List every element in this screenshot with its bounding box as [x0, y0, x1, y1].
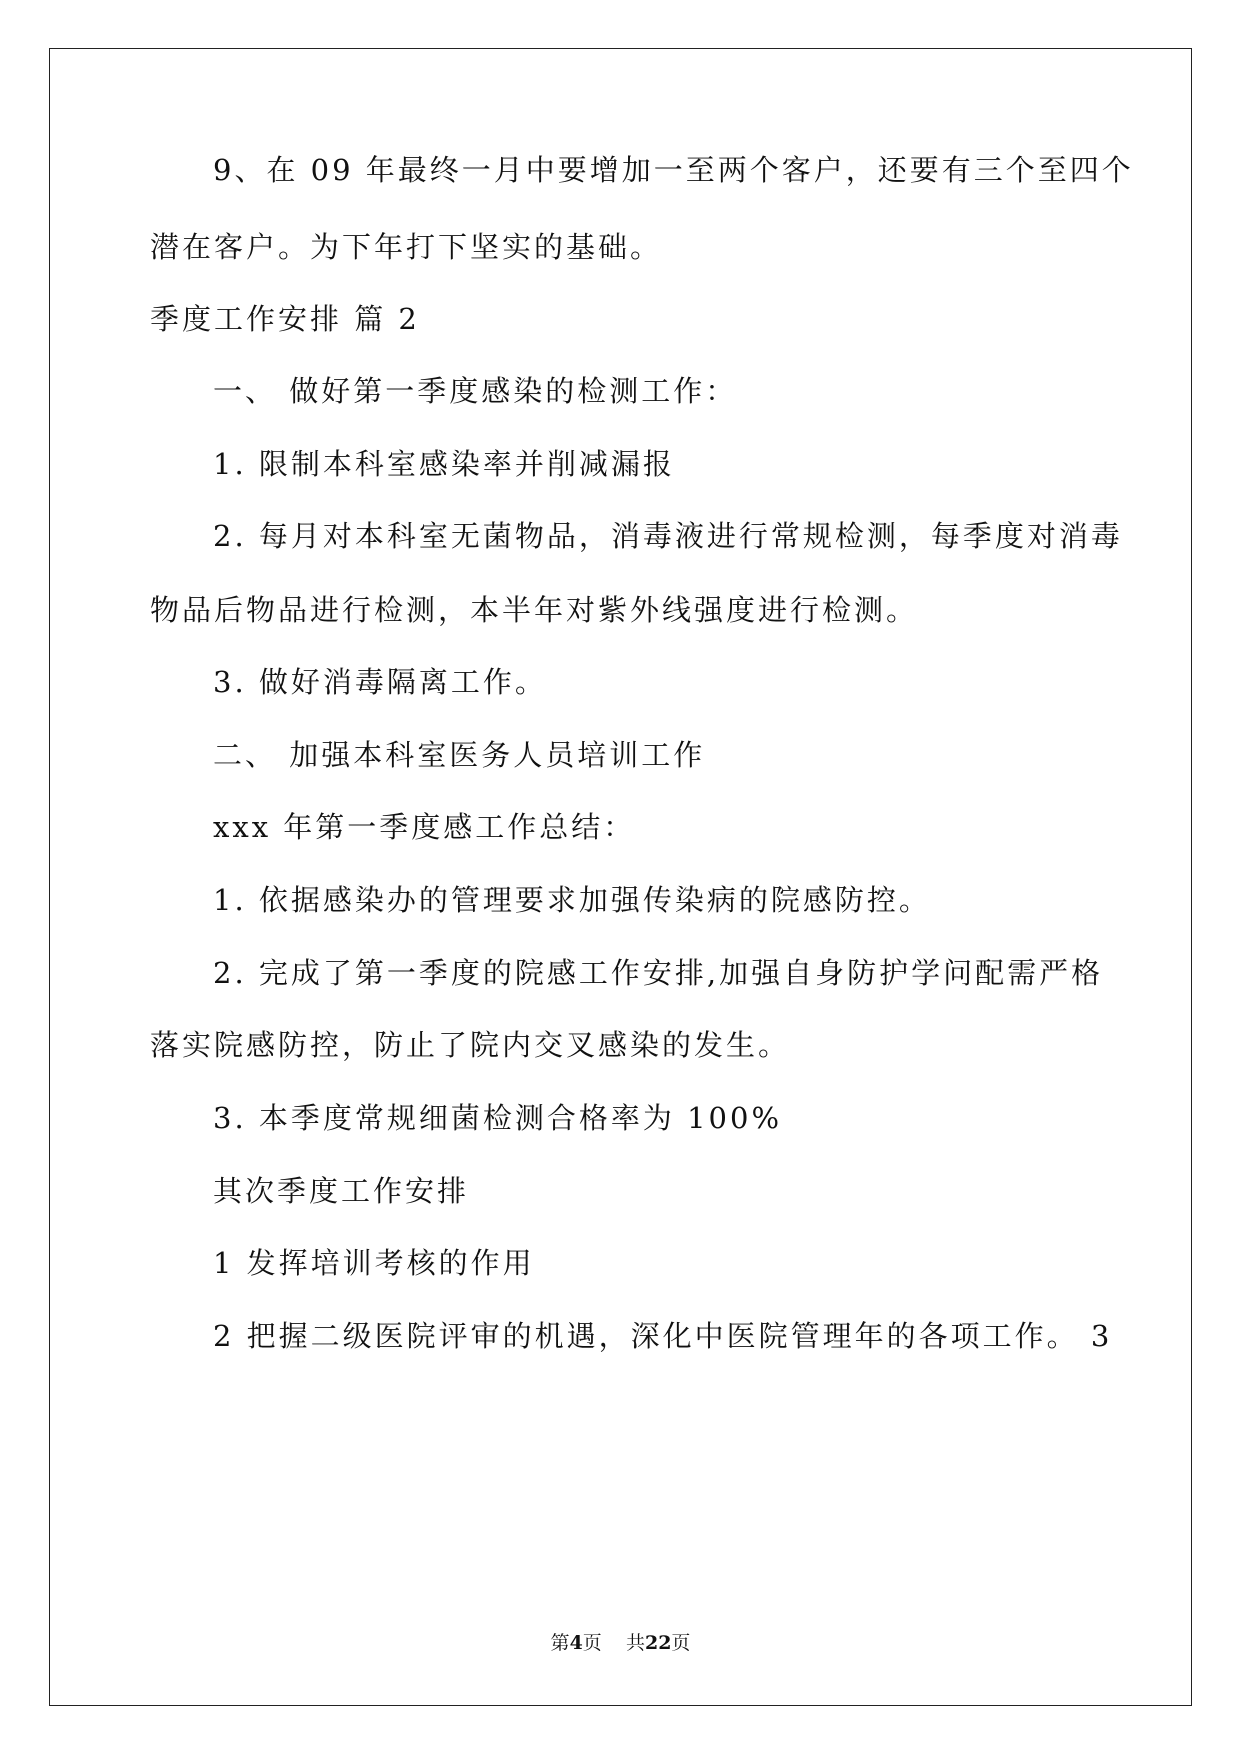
paragraph-line: 2. 每月对本科室无菌物品，消毒液进行常规检测，每季度对消毒	[213, 519, 1123, 553]
paragraph-line: 一、 做好第一季度感染的检测工作：	[213, 374, 738, 408]
paragraph-line: 2 把握二级医院评审的机遇，深化中医院管理年的各项工作。 3	[213, 1319, 1113, 1353]
paragraph-line: 3. 本季度常规细菌检测合格率为 100%	[213, 1101, 783, 1135]
footer-prefix: 第	[550, 1632, 570, 1654]
paragraph-line: xxx 年第一季度感工作总结：	[213, 810, 636, 844]
paragraph-line: 1. 依据感染办的管理要求加强传染病的院感防控。	[213, 883, 931, 917]
total-page-count: 22	[644, 1632, 672, 1654]
footer-suffix: 页	[671, 1632, 691, 1654]
paragraph-line: 3. 做好消毒隔离工作。	[213, 665, 547, 699]
paragraph-line: 落实院感防控，防止了院内交叉感染的发生。	[150, 1028, 791, 1062]
current-page-number: 4	[569, 1632, 583, 1654]
paragraph-line: 二、 加强本科室医务人员培训工作	[213, 738, 706, 772]
paragraph-line: 9、在 09 年最终一月中要增加一至两个客户，还要有三个至四个	[213, 153, 1134, 187]
paragraph-line: 其次季度工作安排	[213, 1174, 470, 1208]
paragraph-line: 1 发挥培训考核的作用	[213, 1246, 535, 1280]
footer-middle: 页 共	[582, 1632, 645, 1654]
paragraph-line: 潜在客户。为下年打下坚实的基础。	[150, 230, 663, 264]
paragraph-line: 2. 完成了第一季度的院感工作安排,加强自身防护学问配需严格	[213, 956, 1104, 990]
paragraph-line: 物品后物品进行检测，本半年对紫外线强度进行检测。	[150, 593, 919, 627]
page-footer	[0, 1634, 1241, 1653]
page-border	[49, 48, 1192, 1706]
section-heading: 季度工作安排 篇 2	[150, 302, 420, 336]
paragraph-line: 1. 限制本科室感染率并削减漏报	[213, 447, 675, 481]
